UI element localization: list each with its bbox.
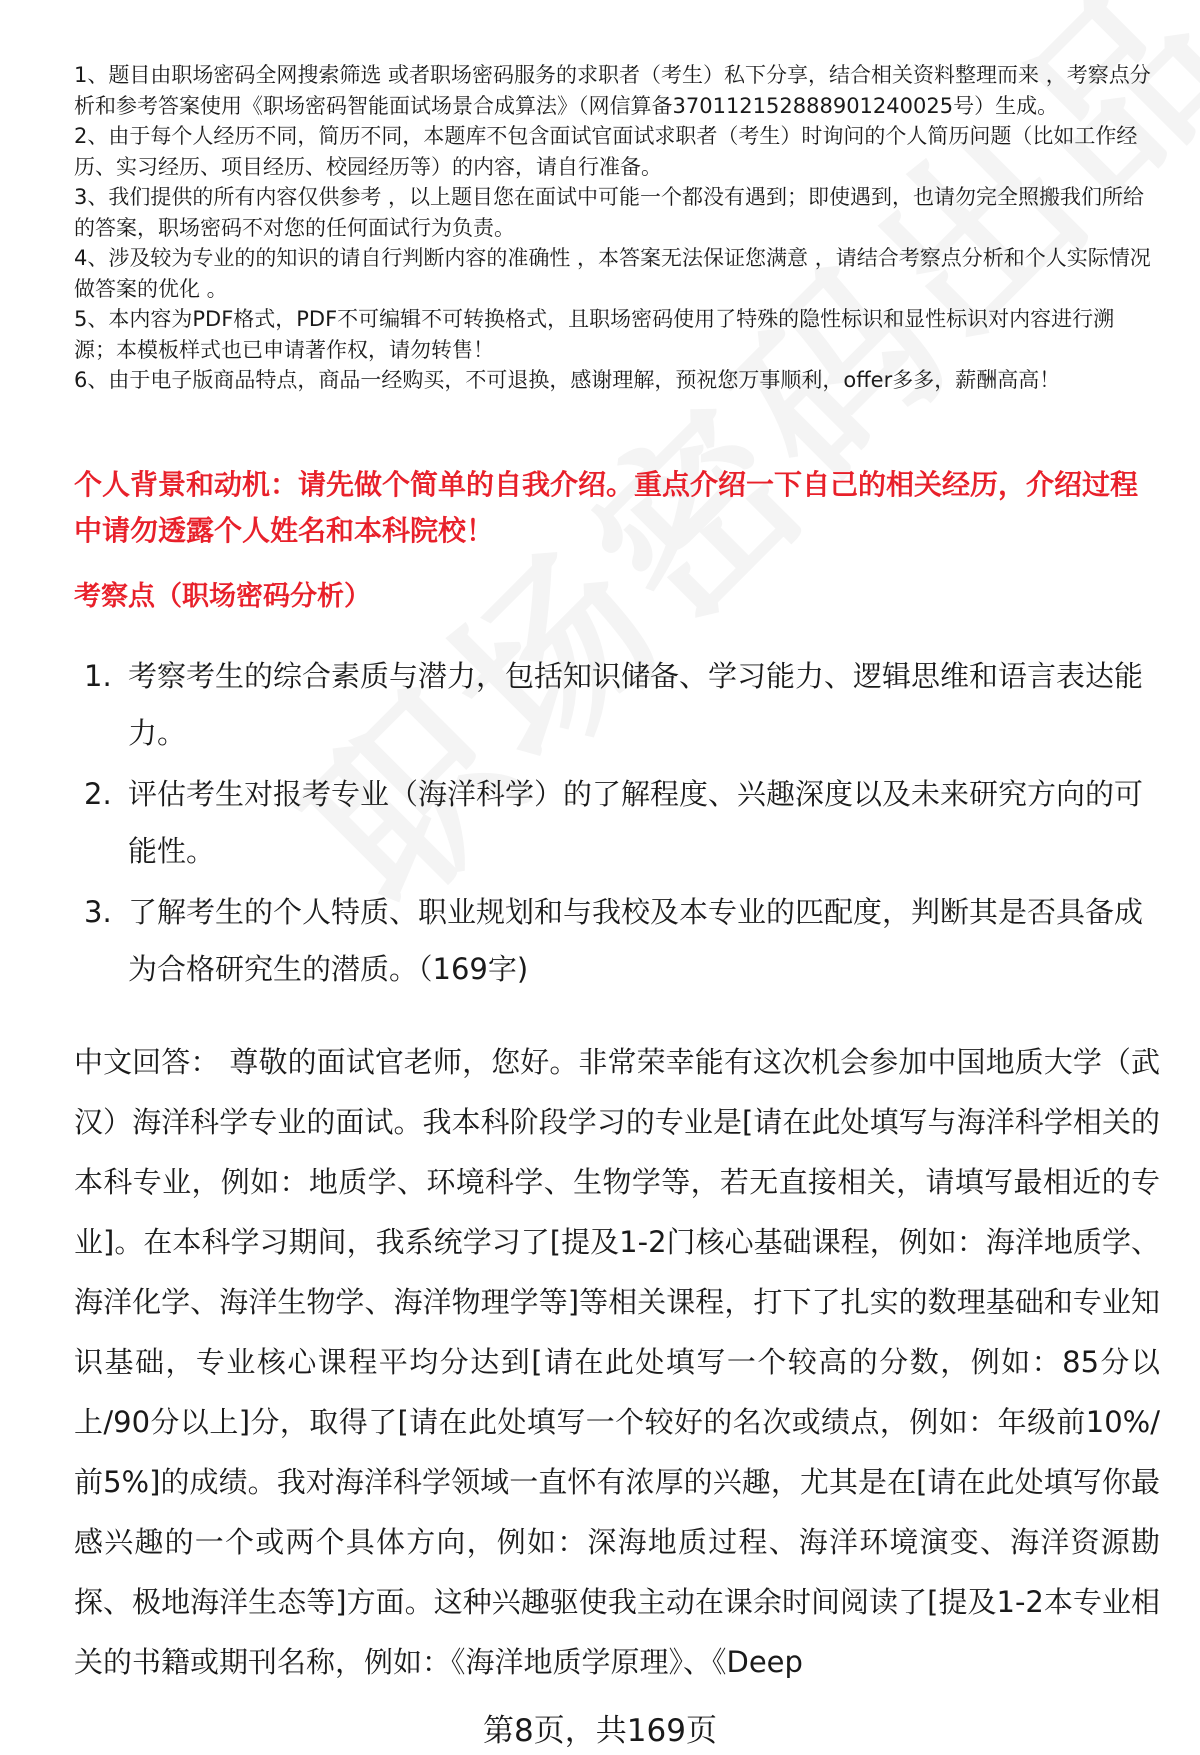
analysis-item: [84, 884, 1154, 998]
analysis-list: [84, 648, 1154, 1002]
analysis-item: [84, 648, 1154, 762]
answer-text: 尊敬的面试官老师，您好。非常荣幸能有这次机会参加中国地质大学（武汉）海洋科学专业的面试。我本科阶段学习的专业是[请在此处填写与海洋科学相关的本科专业，例如：地质学、环境科学、生物学等，若无直接相关，请填写最相近的专业]。在本科学习期间，我系统学习了[提及1-2门核心基础课程，例如：海洋地质学、海洋化学、海洋生物学、海洋物理学等]等相关课程，打下了扎实的数理基础和专业知识基础，专业核心课程平均分达到[请在此处填写一个较高的分数，例如：85分以上/90分以上]分，取得了[请在此处填写一个较好的名次或绩点，例如：年级前10%/前5%]的成绩。我对海洋科学领域一直怀有浓厚的兴趣，尤其是在[请在此处填写你最感兴趣的一个或两个具体方向，例如：深海地质过程、海洋环境演变、海洋资源勘探、极地海洋生态等]方面。这种兴趣驱使我主动在课余时间阅读了[提及1-2本专业相关的书籍或期刊名称，例如：《海洋地质学原理》、《Deep: [74, 1045, 1160, 1679]
note-item: 6、由于电子版商品特点，商品一经购买，不可退换，感谢理解，预祝您万事顺利，offer多多，薪酬高高！: [74, 368, 1061, 392]
analysis-item-number: 1.: [84, 659, 112, 693]
disclaimer-notes: [74, 60, 1154, 396]
note-item: 1、题目由职场密码全网搜索筛选 或者职场密码服务的求职者（考生）私下分享，结合相关资料整理而来 ，考察点分析和参考答案使用《职场密码智能面试场景合成算法》（网信算备370112152888901240025号）生成。: [74, 63, 1151, 118]
note-item: 3、我们提供的所有内容仅供参考 ，以上题目您在面试中可能一个都没有遇到；即使遇到，也请勿完全照搬我们所给的答案，职场密码不对您的任何面试行为负责。: [74, 185, 1145, 240]
analysis-item-number: 2.: [84, 777, 112, 811]
analysis-item-text: 考察考生的综合素质与潜力，包括知识储备、学习能力、逻辑思维和语言表达能力。: [128, 659, 1144, 750]
answer-paragraph: [74, 1032, 1160, 1692]
question-title: 个人背景和动机：请先做个简单的自我介绍。重点介绍一下自己的相关经历，介绍过程中请勿透露个人姓名和本科院校！: [74, 468, 1139, 547]
analysis-item-text: 评估考生对报考专业（海洋科学）的了解程度、兴趣深度以及未来研究方向的可能性。: [128, 777, 1144, 868]
note-item: 5、本内容为PDF格式，PDF不可编辑不可转换格式，且职场密码使用了特殊的隐性标识和显性标识对内容进行溯源；本模板样式也已申请著作权，请勿转售！: [74, 307, 1115, 362]
answer-label: 中文回答：: [74, 1045, 220, 1079]
note-item: 2、由于每个人经历不同，简历不同，本题库不包含面试官面试求职者（考生）时询问的个人简历问题（比如工作经历、实习经历、项目经历、校园经历等）的内容，请自行准备。: [74, 124, 1138, 179]
analysis-heading: 考察点（职场密码分析）: [74, 581, 371, 612]
page-footer: 第8页，共169页: [483, 1713, 717, 1749]
note-item: 4、涉及较为专业的的知识的请自行判断内容的准确性 ，本答案无法保证您满意 ，请结合考察点分析和个人实际情况做答案的优化 。: [74, 246, 1151, 301]
analysis-item-number: 3.: [84, 895, 112, 929]
analysis-item: [84, 766, 1154, 880]
analysis-item-text: 了解考生的个人特质、职业规划和与我校及本专业的匹配度，判断其是否具备成为合格研究生的潜质。（169字): [128, 895, 1144, 986]
